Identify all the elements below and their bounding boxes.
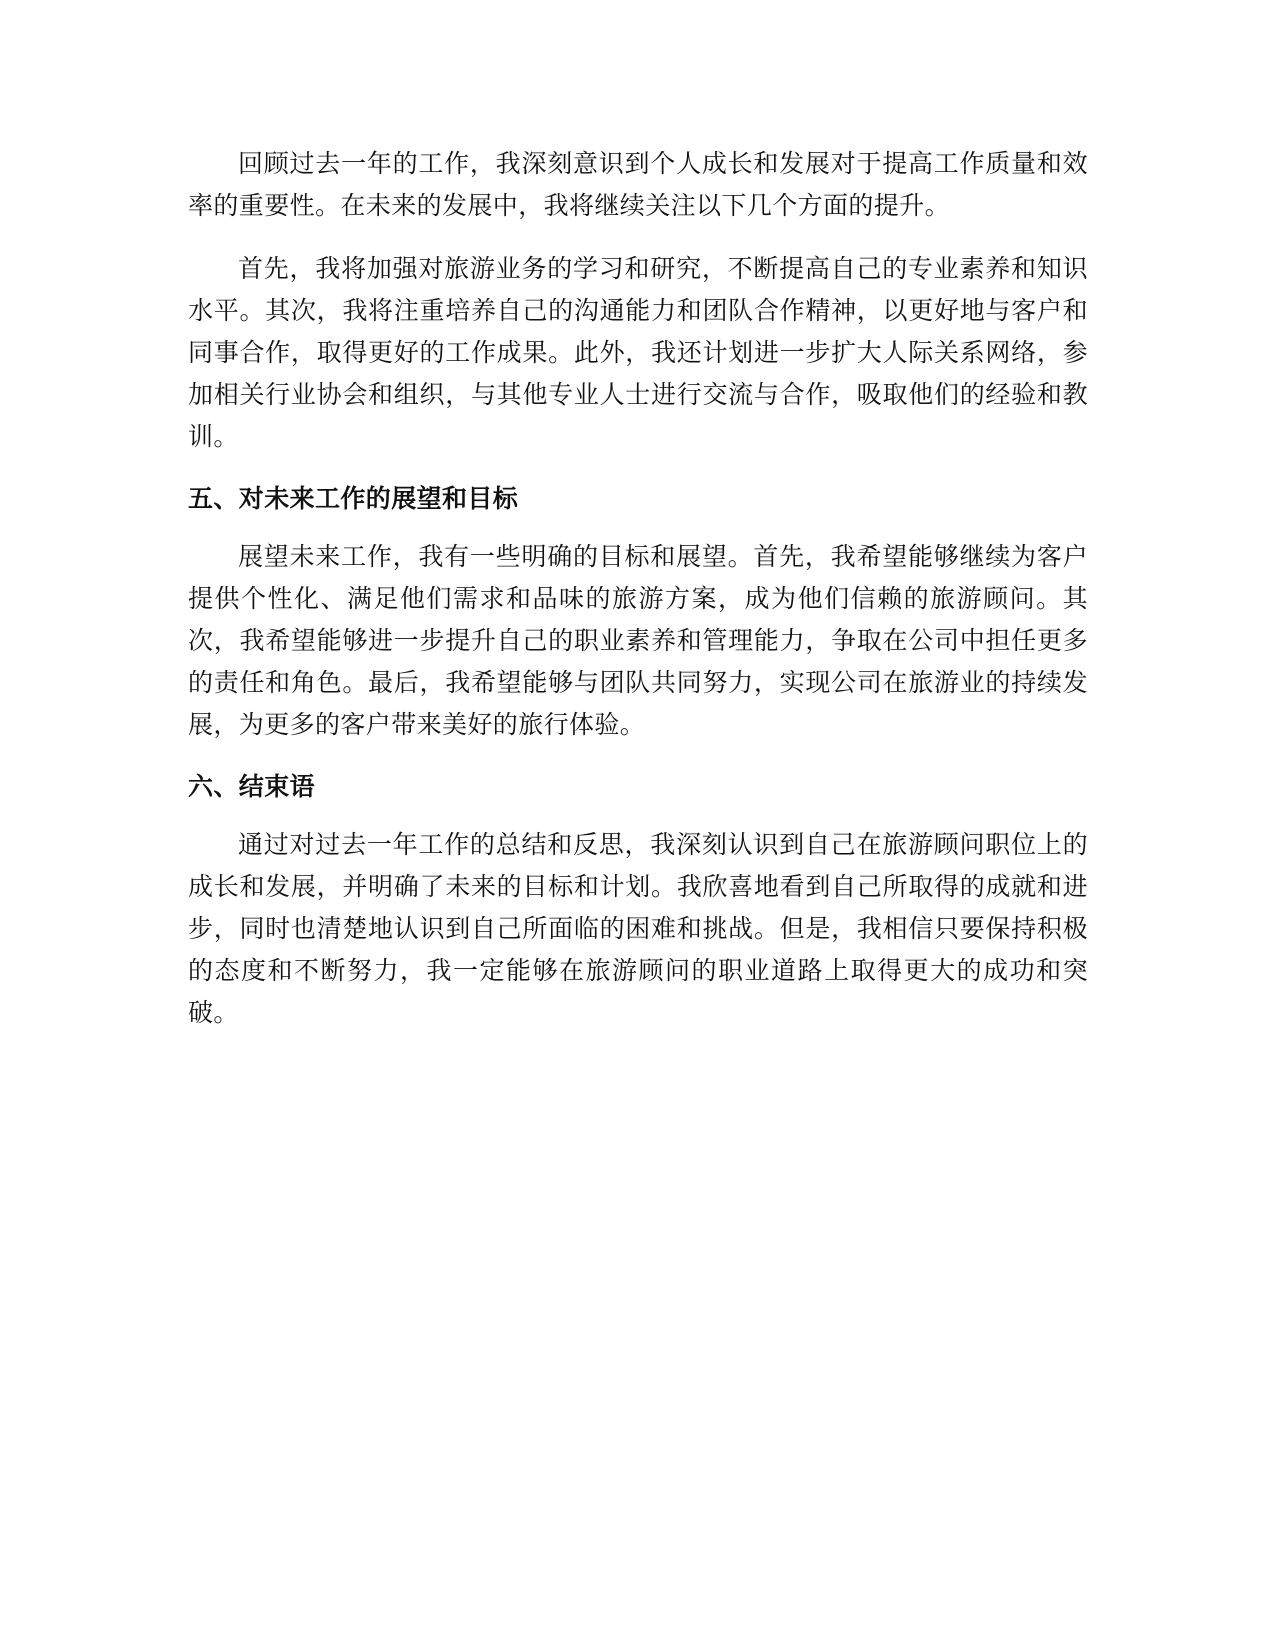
section-heading-conclusion: 六、结束语 <box>188 772 316 801</box>
paragraph-conclusion: 通过对过去一年工作的总结和反思，我深刻认识到自己在旅游顾问职位上的成长和发展，并明确了未来的目标和计划。我欣喜地看到自己所取得的成就和进步，同时也清楚地认识到自己所面临的困难和挑战。但是，我相信只要保持积极的态度和不断努力，我一定能够在旅游顾问的职业道路上取得更大的成功和突破。 <box>188 830 1088 1027</box>
section-heading-future-goals: 五、对未来工作的展望和目标 <box>188 484 519 513</box>
paragraph-improvement-plan: 首先，我将加强对旅游业务的学习和研究，不断提高自己的专业素养和知识水平。其次，我将注重培养自己的沟通能力和团队合作精神，以更好地与客户和同事合作，取得更好的工作成果。此外，我还计划进一步扩大人际关系网络，参加相关行业协会和组织，与其他专业人士进行交流与合作，吸取他们的经验和教训。 <box>188 254 1088 451</box>
document-body <box>188 143 1088 1055</box>
paragraph-future-goals: 展望未来工作，我有一些明确的目标和展望。首先，我希望能够继续为客户提供个性化、满足他们需求和品味的旅游方案，成为他们信赖的旅游顾问。其次，我希望能够进一步提升自己的职业素养和管理能力，争取在公司中担任更多的责任和角色。最后，我希望能够与团队共同努力，实现公司在旅游业的持续发展，为更多的客户带来美好的旅行体验。 <box>188 542 1088 739</box>
paragraph-growth-review: 回顾过去一年的工作，我深刻意识到个人成长和发展对于提高工作质量和效率的重要性。在未来的发展中，我将继续关注以下几个方面的提升。 <box>188 149 1088 220</box>
